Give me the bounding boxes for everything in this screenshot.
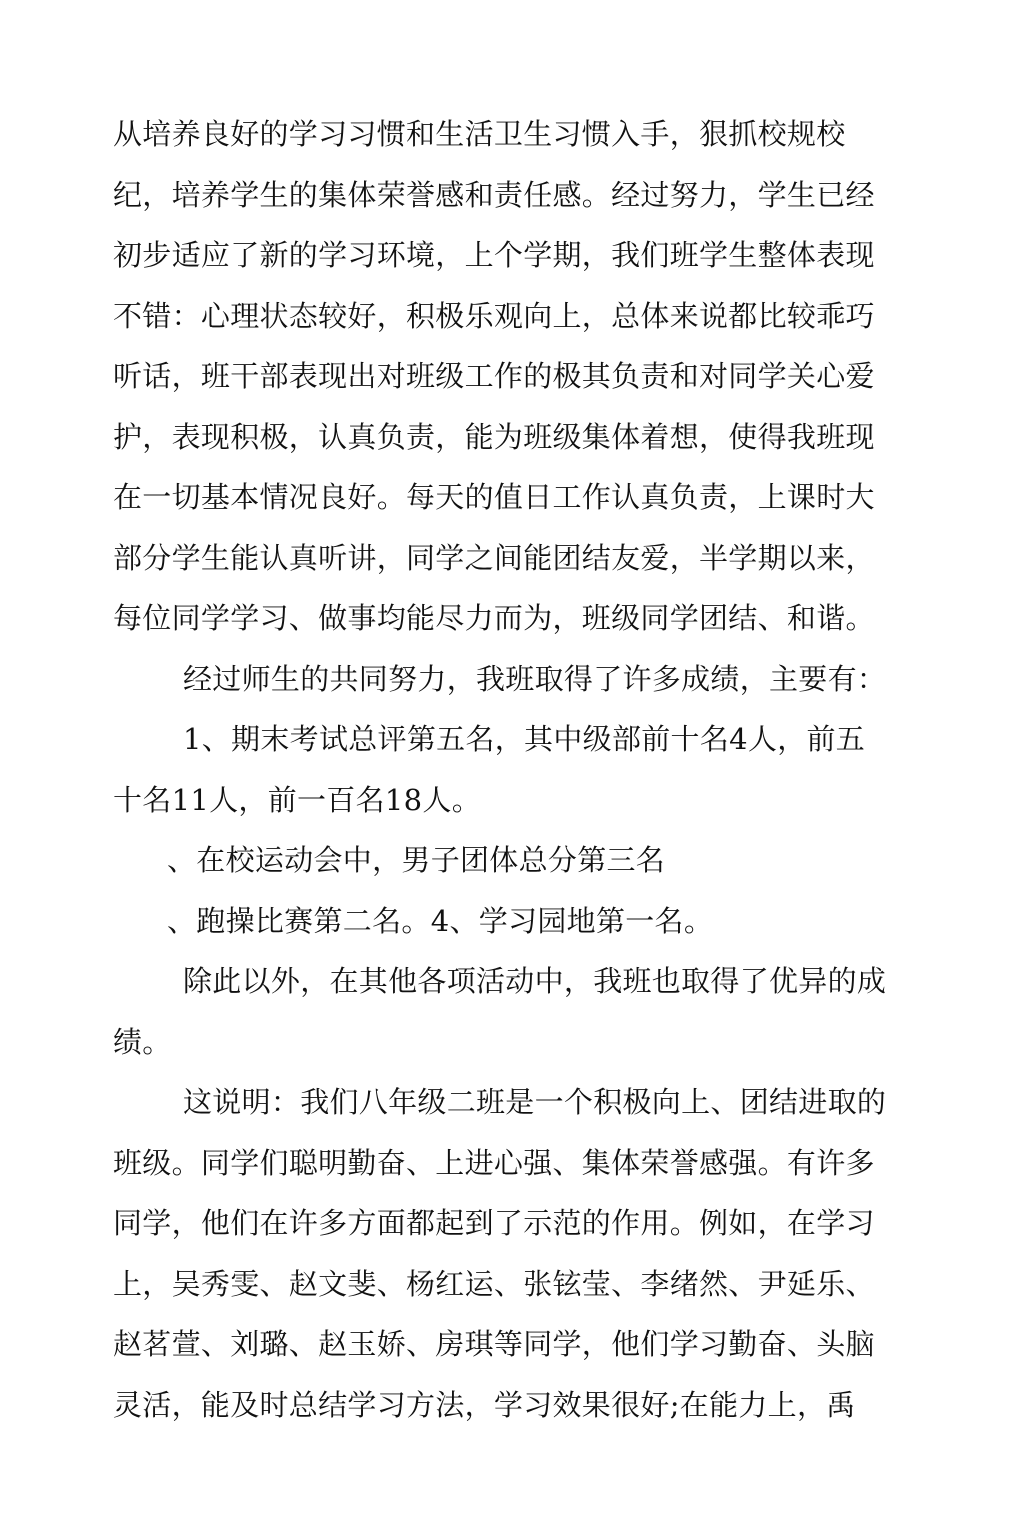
text-line: 纪，培养学生的集体荣誉感和责任感。经过努力，学生已经 [113, 177, 875, 212]
text-line: 十名11人，前一百名18人。 [113, 782, 482, 817]
document-body [113, 104, 903, 1435]
text-line: 护，表现积极，认真负责，能为班级集体着想，使得我班现 [113, 419, 875, 454]
text-line: 赵茗萱、刘璐、赵玉娇、房琪等同学，他们学习勤奋、头脑 [113, 1327, 875, 1361]
text-line: 初步适应了新的学习环境，上个学期，我们班学生整体表现 [113, 238, 875, 272]
list-item-line: 1、期末考试总评第五名，其中级部前十名4人，前五 [183, 722, 866, 756]
text-line: 班级。同学们聪明勤奋、上进心强、集体荣誉感强。有许多 [113, 1145, 875, 1180]
text-line: 灵活，能及时总结学习方法，学习效果很好;在能力上，禹 [113, 1387, 856, 1422]
paragraph-start-line: 经过师生的共同努力，我班取得了许多成绩，主要有： [183, 661, 887, 696]
text-line: 绩。 [113, 1024, 172, 1059]
text-line: 上，吴秀雯、赵文斐、杨红运、张铉莹、李绪然、尹延乐、 [113, 1266, 875, 1301]
text-line: 从培养良好的学习习惯和生活卫生习惯入手，狠抓校规校 [113, 117, 846, 151]
list-item-line: 、跑操比赛第二名。4、学习园地第一名。 [167, 903, 714, 938]
text-line: 部分学生能认真听讲，同学之间能团结友爱，半学期以来， [113, 540, 875, 575]
text-line: 不错：心理状态较好，积极乐观向上，总体来说都比较乖巧 [113, 298, 875, 333]
paragraph-start-line: 这说明：我们八年级二班是一个积极向上、团结进取的 [183, 1085, 887, 1119]
text-line: 同学，他们在许多方面都起到了示范的作用。例如，在学习 [113, 1206, 875, 1240]
paragraph-start-line: 除此以外，在其他各项活动中，我班也取得了优异的成 [183, 964, 887, 998]
text-line: 听话，班干部表现出对班级工作的极其负责和对同学关心爱 [113, 359, 875, 393]
text-line: 每位同学学习、做事均能尽力而为，班级同学团结、和谐。 [113, 601, 875, 635]
list-item-line: 、在校运动会中，男子团体总分第三名 [167, 843, 666, 877]
text-line: 在一切基本情况良好。每天的值日工作认真负责，上课时大 [113, 480, 875, 514]
